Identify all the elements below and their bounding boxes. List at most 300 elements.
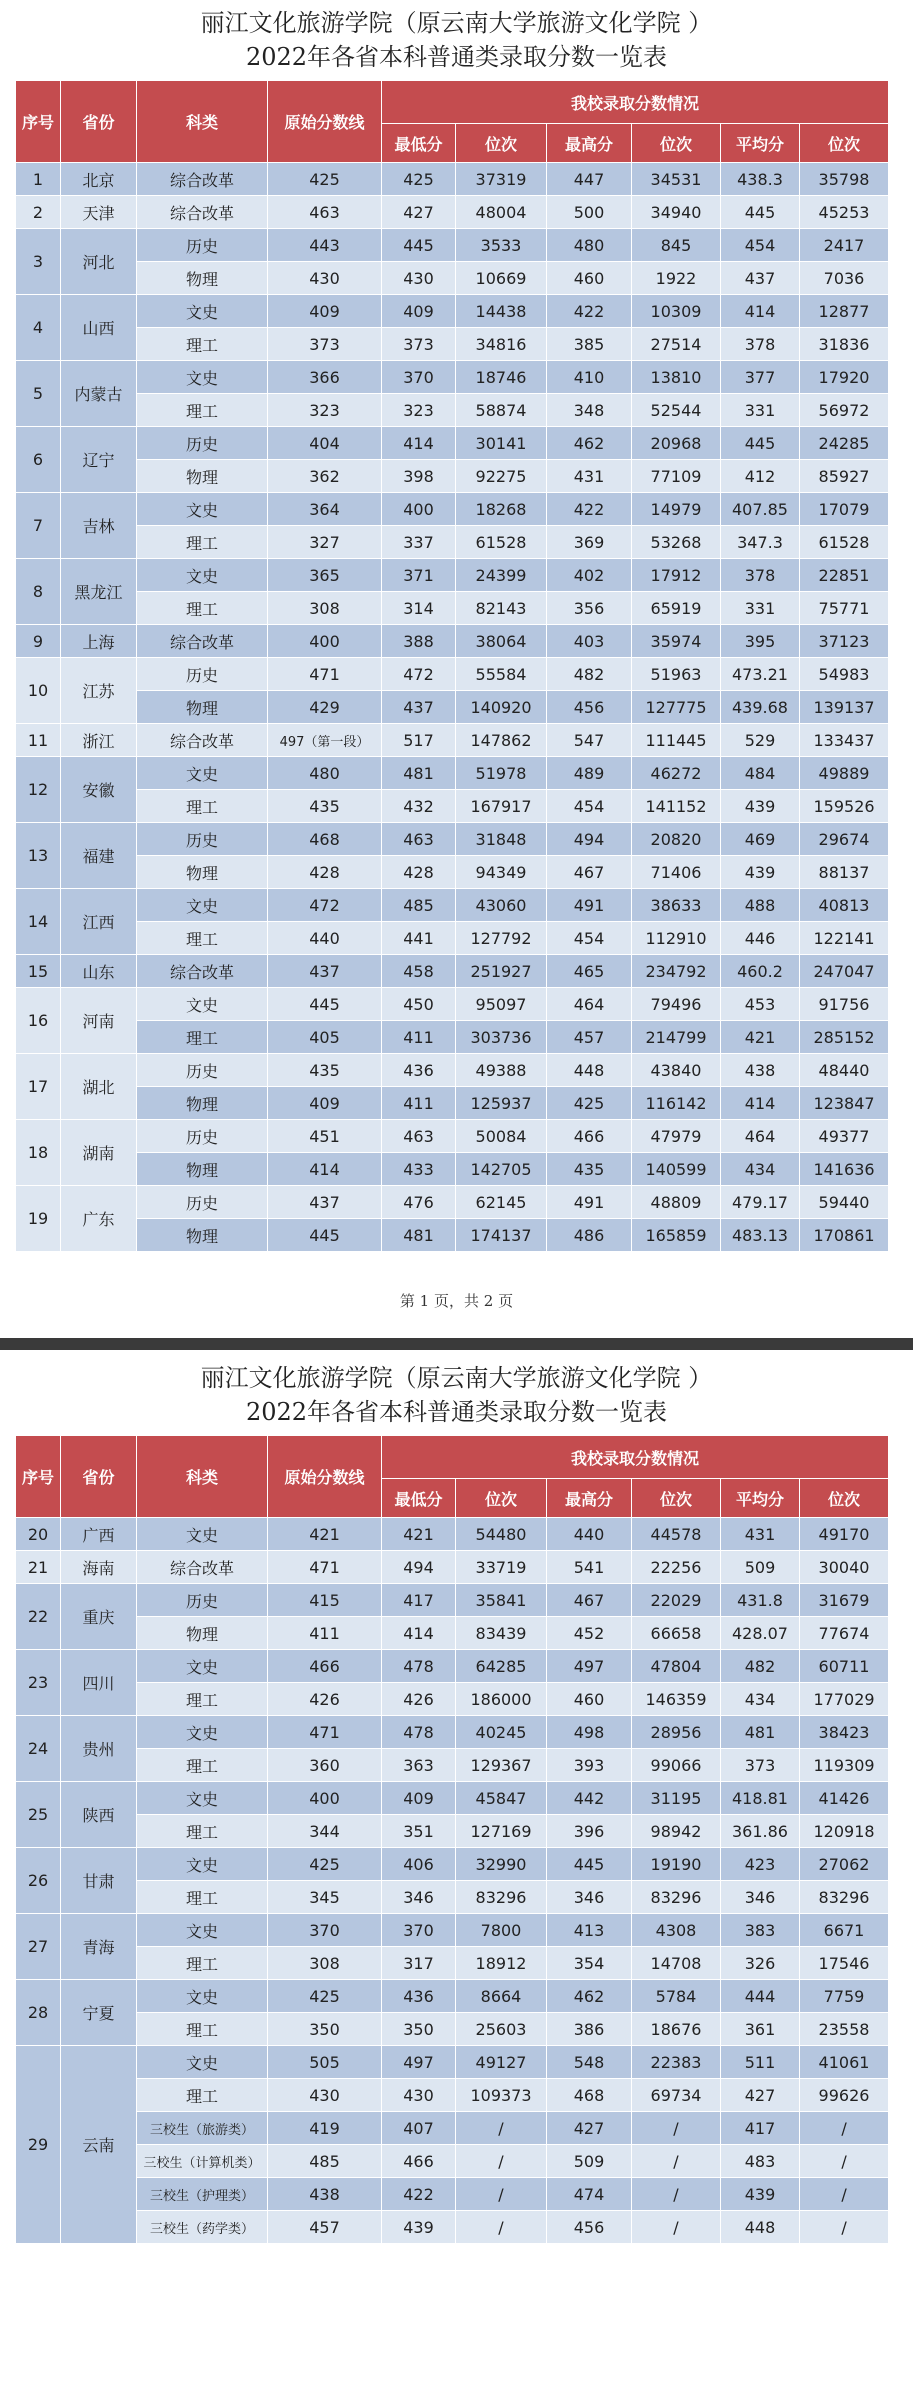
avg-score-cell: 444 bbox=[721, 1980, 800, 2013]
province-cell: 内蒙古 bbox=[61, 361, 137, 427]
table-row bbox=[16, 724, 889, 757]
province-cell: 宁夏 bbox=[61, 1980, 137, 2046]
table-row bbox=[16, 1021, 889, 1054]
avg-rank-cell: 41061 bbox=[800, 2046, 889, 2079]
baseline-cell: 425 bbox=[268, 1848, 382, 1881]
avg-score-cell: 378 bbox=[721, 328, 800, 361]
table-row bbox=[16, 2178, 889, 2211]
province-cell: 天津 bbox=[61, 196, 137, 229]
min-score-cell: 481 bbox=[382, 757, 456, 790]
min-rank-cell: 54480 bbox=[456, 1518, 547, 1551]
table-row bbox=[16, 1782, 889, 1815]
min-rank-cell: 49388 bbox=[456, 1054, 547, 1087]
avg-rank-cell: 285152 bbox=[800, 1021, 889, 1054]
table-row bbox=[16, 1153, 889, 1186]
min-score-cell: 497 bbox=[382, 2046, 456, 2079]
province-cell: 山西 bbox=[61, 295, 137, 361]
max-rank-cell: 66658 bbox=[632, 1617, 721, 1650]
header-max: 最高分 bbox=[547, 1479, 632, 1518]
max-score-cell: 440 bbox=[547, 1518, 632, 1551]
table-row bbox=[16, 625, 889, 658]
avg-rank-cell: 27062 bbox=[800, 1848, 889, 1881]
max-score-cell: 547 bbox=[547, 724, 632, 757]
avg-score-cell: 377 bbox=[721, 361, 800, 394]
max-rank-cell: 127775 bbox=[632, 691, 721, 724]
province-cell: 云南 bbox=[61, 2046, 137, 2244]
avg-rank-cell: 7759 bbox=[800, 1980, 889, 2013]
min-score-cell: 337 bbox=[382, 526, 456, 559]
min-score-cell: 517 bbox=[382, 724, 456, 757]
avg-rank-cell: 119309 bbox=[800, 1749, 889, 1782]
max-score-cell: 494 bbox=[547, 823, 632, 856]
category-cell: 文史 bbox=[137, 361, 268, 394]
max-rank-cell: 22029 bbox=[632, 1584, 721, 1617]
avg-rank-cell: 37123 bbox=[800, 625, 889, 658]
header-group: 我校录取分数情况 bbox=[382, 1436, 889, 1479]
category-cell: 理工 bbox=[137, 1881, 268, 1914]
max-score-cell: 509 bbox=[547, 2145, 632, 2178]
baseline-cell: 451 bbox=[268, 1120, 382, 1153]
table-row bbox=[16, 1584, 889, 1617]
baseline-cell: 409 bbox=[268, 295, 382, 328]
baseline-cell: 426 bbox=[268, 1683, 382, 1716]
avg-score-cell: 464 bbox=[721, 1120, 800, 1153]
min-score-cell: 406 bbox=[382, 1848, 456, 1881]
max-score-cell: 474 bbox=[547, 2178, 632, 2211]
max-score-cell: 346 bbox=[547, 1881, 632, 1914]
max-rank-cell: / bbox=[632, 2211, 721, 2244]
avg-rank-cell: 40813 bbox=[800, 889, 889, 922]
max-rank-cell: 46272 bbox=[632, 757, 721, 790]
min-rank-cell: 62145 bbox=[456, 1186, 547, 1219]
avg-rank-cell: 91756 bbox=[800, 988, 889, 1021]
max-rank-cell: 1922 bbox=[632, 262, 721, 295]
max-score-cell: 422 bbox=[547, 493, 632, 526]
min-score-cell: 409 bbox=[382, 295, 456, 328]
avg-score-cell: 469 bbox=[721, 823, 800, 856]
table-row bbox=[16, 1815, 889, 1848]
min-rank-cell: 58874 bbox=[456, 394, 547, 427]
max-rank-cell: 17912 bbox=[632, 559, 721, 592]
max-rank-cell: 99066 bbox=[632, 1749, 721, 1782]
min-rank-cell: 32990 bbox=[456, 1848, 547, 1881]
seq-cell: 8 bbox=[16, 559, 61, 625]
province-cell: 北京 bbox=[61, 163, 137, 196]
avg-score-cell: 446 bbox=[721, 922, 800, 955]
category-cell: 历史 bbox=[137, 1584, 268, 1617]
min-rank-cell: 25603 bbox=[456, 2013, 547, 2046]
category-cell: 物理 bbox=[137, 1087, 268, 1120]
min-score-cell: 407 bbox=[382, 2112, 456, 2145]
min-score-cell: 409 bbox=[382, 1782, 456, 1815]
min-score-cell: 458 bbox=[382, 955, 456, 988]
avg-rank-cell: 83296 bbox=[800, 1881, 889, 1914]
category-cell: 综合改革 bbox=[137, 724, 268, 757]
header-seq: 序号 bbox=[16, 81, 61, 163]
max-score-cell: 480 bbox=[547, 229, 632, 262]
min-rank-cell: 45847 bbox=[456, 1782, 547, 1815]
table-row bbox=[16, 2211, 889, 2244]
max-rank-cell: 5784 bbox=[632, 1980, 721, 2013]
avg-score-cell: 383 bbox=[721, 1914, 800, 1947]
min-score-cell: 428 bbox=[382, 856, 456, 889]
avg-rank-cell: 22851 bbox=[800, 559, 889, 592]
category-cell: 历史 bbox=[137, 1120, 268, 1153]
header-max: 最高分 bbox=[547, 124, 632, 163]
category-cell: 历史 bbox=[137, 1054, 268, 1087]
baseline-cell: 425 bbox=[268, 1980, 382, 2013]
min-rank-cell: 18268 bbox=[456, 493, 547, 526]
admission-table-page2 bbox=[15, 1435, 889, 2244]
max-rank-cell: 141152 bbox=[632, 790, 721, 823]
category-cell: 物理 bbox=[137, 262, 268, 295]
category-cell: 文史 bbox=[137, 1518, 268, 1551]
max-score-cell: 498 bbox=[547, 1716, 632, 1749]
province-cell: 江苏 bbox=[61, 658, 137, 724]
baseline-cell: 344 bbox=[268, 1815, 382, 1848]
max-score-cell: 386 bbox=[547, 2013, 632, 2046]
max-rank-cell: / bbox=[632, 2178, 721, 2211]
table-row bbox=[16, 658, 889, 691]
max-rank-cell: 18676 bbox=[632, 2013, 721, 2046]
table-row bbox=[16, 988, 889, 1021]
category-cell: 文史 bbox=[137, 1980, 268, 2013]
avg-rank-cell: 49889 bbox=[800, 757, 889, 790]
max-rank-cell: 31195 bbox=[632, 1782, 721, 1815]
seq-cell: 28 bbox=[16, 1980, 61, 2046]
category-cell: 文史 bbox=[137, 1782, 268, 1815]
avg-score-cell: 437 bbox=[721, 262, 800, 295]
avg-score-cell: 453 bbox=[721, 988, 800, 1021]
seq-cell: 22 bbox=[16, 1584, 61, 1650]
province-cell: 湖南 bbox=[61, 1120, 137, 1186]
max-score-cell: 356 bbox=[547, 592, 632, 625]
seq-cell: 13 bbox=[16, 823, 61, 889]
category-cell: 物理 bbox=[137, 1219, 268, 1252]
min-rank-cell: 14438 bbox=[456, 295, 547, 328]
category-cell: 物理 bbox=[137, 1153, 268, 1186]
avg-rank-cell: 60711 bbox=[800, 1650, 889, 1683]
avg-score-cell: 454 bbox=[721, 229, 800, 262]
min-rank-cell: 127792 bbox=[456, 922, 547, 955]
max-score-cell: 489 bbox=[547, 757, 632, 790]
baseline-cell: 327 bbox=[268, 526, 382, 559]
province-cell: 吉林 bbox=[61, 493, 137, 559]
category-cell: 文史 bbox=[137, 295, 268, 328]
max-rank-cell: 165859 bbox=[632, 1219, 721, 1252]
seq-cell: 21 bbox=[16, 1551, 61, 1584]
seq-cell: 9 bbox=[16, 625, 61, 658]
category-cell: 文史 bbox=[137, 1914, 268, 1947]
doc-title-line1: 丽江文化旅游学院（原云南大学旅游文化学院 ） bbox=[200, 1364, 713, 1392]
min-rank-cell: 50084 bbox=[456, 1120, 547, 1153]
avg-rank-cell: 7036 bbox=[800, 262, 889, 295]
min-score-cell: 346 bbox=[382, 1881, 456, 1914]
seq-cell: 15 bbox=[16, 955, 61, 988]
max-rank-cell: 112910 bbox=[632, 922, 721, 955]
max-rank-cell: 44578 bbox=[632, 1518, 721, 1551]
category-cell: 三校生（旅游类） bbox=[137, 2112, 268, 2145]
min-rank-cell: 31848 bbox=[456, 823, 547, 856]
min-rank-cell: 251927 bbox=[456, 955, 547, 988]
min-rank-cell: 24399 bbox=[456, 559, 547, 592]
category-cell: 综合改革 bbox=[137, 955, 268, 988]
max-score-cell: 403 bbox=[547, 625, 632, 658]
header-min: 最低分 bbox=[382, 1479, 456, 1518]
avg-score-cell: 483 bbox=[721, 2145, 800, 2178]
min-score-cell: 323 bbox=[382, 394, 456, 427]
min-rank-cell: 49127 bbox=[456, 2046, 547, 2079]
min-score-cell: 478 bbox=[382, 1716, 456, 1749]
min-rank-cell: 129367 bbox=[456, 1749, 547, 1782]
avg-rank-cell: 99626 bbox=[800, 2079, 889, 2112]
category-cell: 理工 bbox=[137, 394, 268, 427]
max-rank-cell: 47979 bbox=[632, 1120, 721, 1153]
category-cell: 综合改革 bbox=[137, 625, 268, 658]
avg-score-cell: 417 bbox=[721, 2112, 800, 2145]
header-province: 省份 bbox=[61, 81, 137, 163]
avg-score-cell: 473.21 bbox=[721, 658, 800, 691]
table-row bbox=[16, 1551, 889, 1584]
category-cell: 历史 bbox=[137, 658, 268, 691]
table-row bbox=[16, 2079, 889, 2112]
min-rank-cell: 82143 bbox=[456, 592, 547, 625]
seq-cell: 17 bbox=[16, 1054, 61, 1120]
baseline-cell: 428 bbox=[268, 856, 382, 889]
baseline-cell: 400 bbox=[268, 625, 382, 658]
seq-cell: 1 bbox=[16, 163, 61, 196]
avg-rank-cell: 120918 bbox=[800, 1815, 889, 1848]
category-cell: 历史 bbox=[137, 823, 268, 856]
max-rank-cell: 53268 bbox=[632, 526, 721, 559]
baseline-cell: 445 bbox=[268, 1219, 382, 1252]
min-rank-cell: 83296 bbox=[456, 1881, 547, 1914]
avg-rank-cell: 141636 bbox=[800, 1153, 889, 1186]
baseline-cell: 457 bbox=[268, 2211, 382, 2244]
avg-score-cell: 378 bbox=[721, 559, 800, 592]
avg-rank-cell: 133437 bbox=[800, 724, 889, 757]
min-rank-cell: 18746 bbox=[456, 361, 547, 394]
avg-rank-cell: 31836 bbox=[800, 328, 889, 361]
avg-score-cell: 421 bbox=[721, 1021, 800, 1054]
avg-score-cell: 347.3 bbox=[721, 526, 800, 559]
province-cell: 浙江 bbox=[61, 724, 137, 757]
province-cell: 黑龙江 bbox=[61, 559, 137, 625]
baseline-cell: 415 bbox=[268, 1584, 382, 1617]
header-min-rank: 位次 bbox=[456, 124, 547, 163]
min-score-cell: 445 bbox=[382, 229, 456, 262]
min-rank-cell: 95097 bbox=[456, 988, 547, 1021]
avg-rank-cell: 23558 bbox=[800, 2013, 889, 2046]
province-cell: 山东 bbox=[61, 955, 137, 988]
baseline-cell: 443 bbox=[268, 229, 382, 262]
avg-rank-cell: 17920 bbox=[800, 361, 889, 394]
seq-cell: 16 bbox=[16, 988, 61, 1054]
table-row bbox=[16, 427, 889, 460]
category-cell: 理工 bbox=[137, 1683, 268, 1716]
avg-score-cell: 445 bbox=[721, 196, 800, 229]
header-category: 科类 bbox=[137, 1436, 268, 1518]
table-row bbox=[16, 922, 889, 955]
baseline-cell: 463 bbox=[268, 196, 382, 229]
min-rank-cell: 142705 bbox=[456, 1153, 547, 1186]
max-score-cell: 456 bbox=[547, 2211, 632, 2244]
max-rank-cell: 69734 bbox=[632, 2079, 721, 2112]
seq-cell: 11 bbox=[16, 724, 61, 757]
category-cell: 物理 bbox=[137, 460, 268, 493]
avg-score-cell: 484 bbox=[721, 757, 800, 790]
min-rank-cell: 109373 bbox=[456, 2079, 547, 2112]
table-row bbox=[16, 295, 889, 328]
category-cell: 物理 bbox=[137, 856, 268, 889]
header-group: 我校录取分数情况 bbox=[382, 81, 889, 124]
max-score-cell: 413 bbox=[547, 1914, 632, 1947]
province-cell: 广西 bbox=[61, 1518, 137, 1551]
header-max-rank: 位次 bbox=[632, 1479, 721, 1518]
province-cell: 安徽 bbox=[61, 757, 137, 823]
baseline-cell: 437 bbox=[268, 955, 382, 988]
seq-cell: 19 bbox=[16, 1186, 61, 1252]
max-score-cell: 482 bbox=[547, 658, 632, 691]
avg-rank-cell: 12877 bbox=[800, 295, 889, 328]
header-province: 省份 bbox=[61, 1436, 137, 1518]
min-score-cell: 478 bbox=[382, 1650, 456, 1683]
avg-rank-cell: 75771 bbox=[800, 592, 889, 625]
province-cell: 上海 bbox=[61, 625, 137, 658]
category-cell: 理工 bbox=[137, 328, 268, 361]
province-cell: 河北 bbox=[61, 229, 137, 295]
max-score-cell: 466 bbox=[547, 1120, 632, 1153]
max-rank-cell: 38633 bbox=[632, 889, 721, 922]
min-score-cell: 426 bbox=[382, 1683, 456, 1716]
province-cell: 重庆 bbox=[61, 1584, 137, 1650]
min-score-cell: 373 bbox=[382, 328, 456, 361]
avg-score-cell: 346 bbox=[721, 1881, 800, 1914]
category-cell: 三校生（护理类） bbox=[137, 2178, 268, 2211]
avg-rank-cell: 29674 bbox=[800, 823, 889, 856]
baseline-cell: 471 bbox=[268, 1551, 382, 1584]
max-score-cell: 462 bbox=[547, 427, 632, 460]
category-cell: 文史 bbox=[137, 2046, 268, 2079]
table-row bbox=[16, 1716, 889, 1749]
max-score-cell: 396 bbox=[547, 1815, 632, 1848]
baseline-cell: 438 bbox=[268, 2178, 382, 2211]
max-score-cell: 462 bbox=[547, 1980, 632, 2013]
avg-score-cell: 434 bbox=[721, 1683, 800, 1716]
seq-cell: 27 bbox=[16, 1914, 61, 1980]
province-cell: 江西 bbox=[61, 889, 137, 955]
header-baseline: 原始分数线 bbox=[268, 81, 382, 163]
province-cell: 贵州 bbox=[61, 1716, 137, 1782]
avg-score-cell: 488 bbox=[721, 889, 800, 922]
max-score-cell: 425 bbox=[547, 1087, 632, 1120]
max-rank-cell: 35974 bbox=[632, 625, 721, 658]
min-rank-cell: 140920 bbox=[456, 691, 547, 724]
min-score-cell: 363 bbox=[382, 1749, 456, 1782]
max-score-cell: 427 bbox=[547, 2112, 632, 2145]
baseline-cell: 405 bbox=[268, 1021, 382, 1054]
baseline-cell: 472 bbox=[268, 889, 382, 922]
min-score-cell: 422 bbox=[382, 2178, 456, 2211]
baseline-cell: 425 bbox=[268, 163, 382, 196]
avg-rank-cell: 6671 bbox=[800, 1914, 889, 1947]
avg-rank-cell: 159526 bbox=[800, 790, 889, 823]
baseline-cell: 366 bbox=[268, 361, 382, 394]
seq-cell: 23 bbox=[16, 1650, 61, 1716]
header-avg: 平均分 bbox=[721, 124, 800, 163]
min-rank-cell: 7800 bbox=[456, 1914, 547, 1947]
category-cell: 理工 bbox=[137, 922, 268, 955]
table-row bbox=[16, 262, 889, 295]
baseline-cell: 505 bbox=[268, 2046, 382, 2079]
admission-table-page1 bbox=[15, 80, 889, 1252]
min-score-cell: 425 bbox=[382, 163, 456, 196]
min-score-cell: 398 bbox=[382, 460, 456, 493]
min-score-cell: 370 bbox=[382, 1914, 456, 1947]
avg-score-cell: 431.8 bbox=[721, 1584, 800, 1617]
seq-cell: 29 bbox=[16, 2046, 61, 2244]
min-rank-cell: 55584 bbox=[456, 658, 547, 691]
min-rank-cell: / bbox=[456, 2145, 547, 2178]
avg-rank-cell: 88137 bbox=[800, 856, 889, 889]
table-row bbox=[16, 2013, 889, 2046]
max-score-cell: 464 bbox=[547, 988, 632, 1021]
avg-score-cell: 373 bbox=[721, 1749, 800, 1782]
min-score-cell: 351 bbox=[382, 1815, 456, 1848]
baseline-cell: 308 bbox=[268, 1947, 382, 1980]
baseline-cell: 409 bbox=[268, 1087, 382, 1120]
max-rank-cell: 34940 bbox=[632, 196, 721, 229]
table-row bbox=[16, 163, 889, 196]
table-row bbox=[16, 1980, 889, 2013]
baseline-cell: 421 bbox=[268, 1518, 382, 1551]
max-score-cell: 500 bbox=[547, 196, 632, 229]
max-score-cell: 431 bbox=[547, 460, 632, 493]
avg-score-cell: 414 bbox=[721, 1087, 800, 1120]
avg-rank-cell: 139137 bbox=[800, 691, 889, 724]
max-rank-cell: 83296 bbox=[632, 1881, 721, 1914]
max-rank-cell: 22383 bbox=[632, 2046, 721, 2079]
min-score-cell: 350 bbox=[382, 2013, 456, 2046]
min-rank-cell: 48004 bbox=[456, 196, 547, 229]
max-rank-cell: 4308 bbox=[632, 1914, 721, 1947]
min-score-cell: 472 bbox=[382, 658, 456, 691]
avg-score-cell: 395 bbox=[721, 625, 800, 658]
seq-cell: 3 bbox=[16, 229, 61, 295]
avg-rank-cell: 170861 bbox=[800, 1219, 889, 1252]
min-rank-cell: 40245 bbox=[456, 1716, 547, 1749]
min-rank-cell: / bbox=[456, 2112, 547, 2145]
baseline-cell: 404 bbox=[268, 427, 382, 460]
min-score-cell: 433 bbox=[382, 1153, 456, 1186]
category-cell: 理工 bbox=[137, 790, 268, 823]
max-rank-cell: 140599 bbox=[632, 1153, 721, 1186]
max-score-cell: 460 bbox=[547, 262, 632, 295]
min-score-cell: 463 bbox=[382, 823, 456, 856]
min-rank-cell: 125937 bbox=[456, 1087, 547, 1120]
avg-rank-cell: 59440 bbox=[800, 1186, 889, 1219]
max-rank-cell: 77109 bbox=[632, 460, 721, 493]
table-row bbox=[16, 1947, 889, 1980]
seq-cell: 2 bbox=[16, 196, 61, 229]
table-row bbox=[16, 1914, 889, 1947]
max-score-cell: 422 bbox=[547, 295, 632, 328]
table-row bbox=[16, 328, 889, 361]
category-cell: 文史 bbox=[137, 559, 268, 592]
min-rank-cell: / bbox=[456, 2178, 547, 2211]
category-cell: 文史 bbox=[137, 1848, 268, 1881]
table-row bbox=[16, 790, 889, 823]
